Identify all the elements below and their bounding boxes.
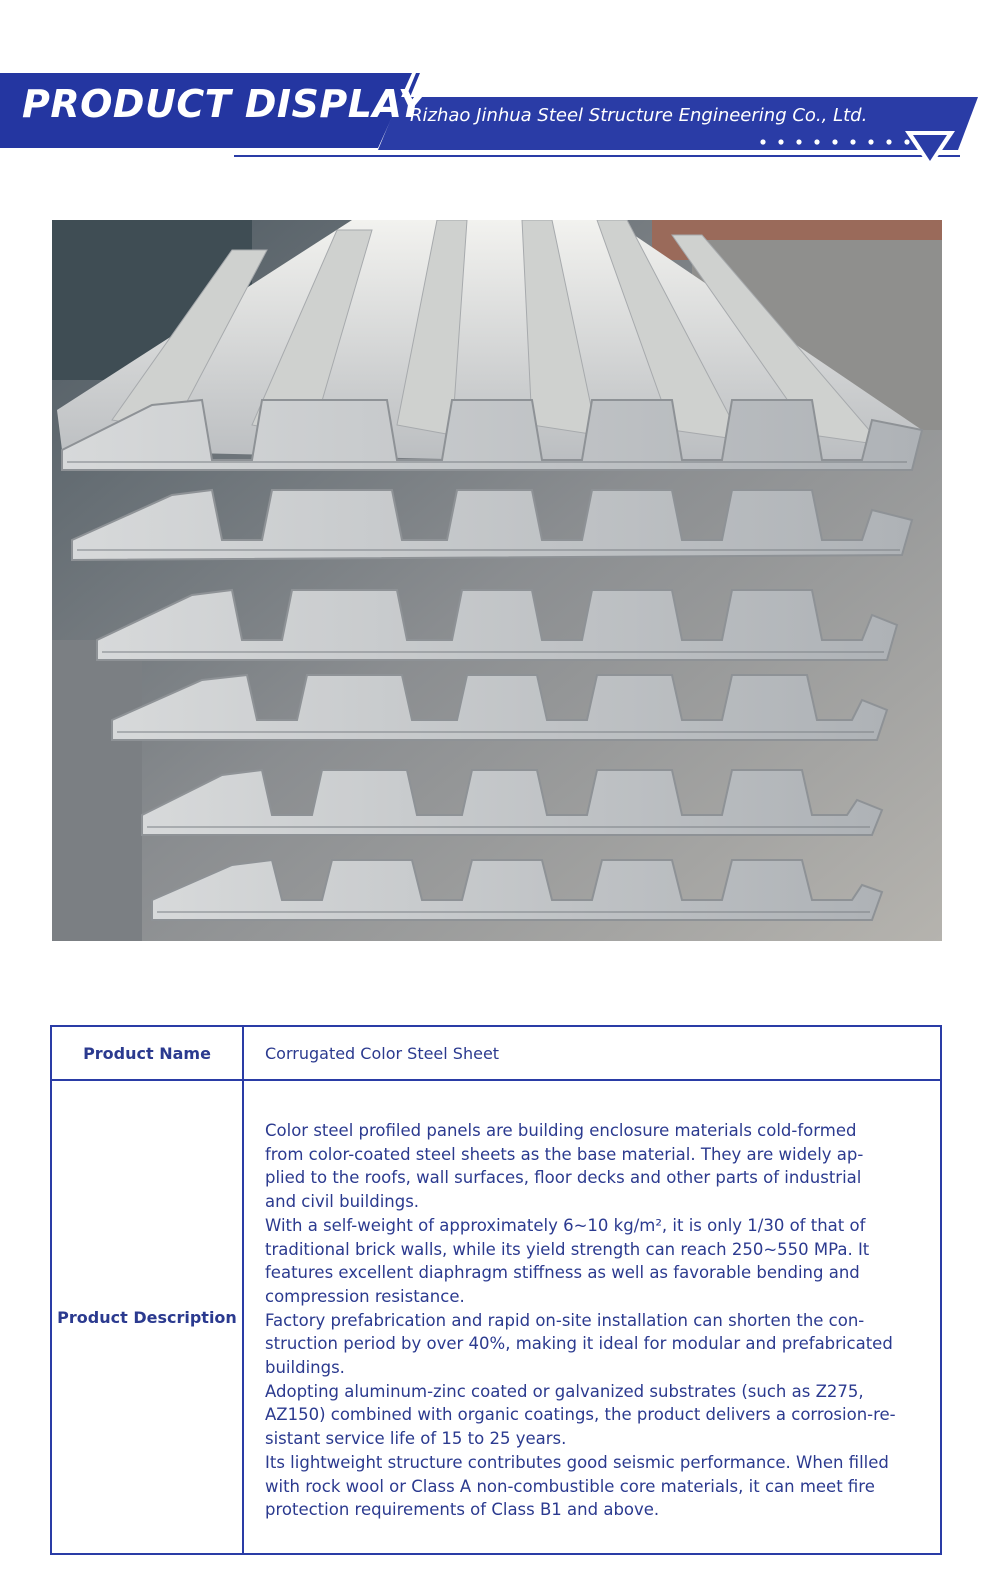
description-line: plied to the roofs, wall surfaces, floor decks and other parts of industrial <box>265 1168 862 1188</box>
value-cell <box>244 1081 940 1553</box>
corrugated-steel-sheet-stacks-icon <box>52 220 942 941</box>
label-cell <box>52 1027 244 1079</box>
description-line: with rock wool or Class A non-combustible core materials, it can meet fire <box>265 1476 875 1496</box>
description-line: from color-coated steel sheets as the base material. They are widely ap- <box>265 1144 864 1164</box>
description-line: protection requirements of Class B1 and above. <box>265 1500 660 1520</box>
description-line: compression resistance. <box>265 1286 465 1306</box>
header-banner <box>0 0 1000 190</box>
company-name: Rizhao Jinhua Steel Structure Engineering Co., Ltd. <box>410 105 868 126</box>
page-title: PRODUCT DISPLAY <box>22 82 427 126</box>
description-line: and civil buildings. <box>265 1192 420 1212</box>
description-line: sistant service life of 15 to 25 years. <box>265 1429 567 1449</box>
product-name-label: Product Name <box>83 1043 211 1063</box>
spec-table <box>50 1025 942 1555</box>
description-line: With a self-weight of approximately 6~10 kg/m², it is only 1/30 of that of <box>265 1215 866 1235</box>
value-cell <box>244 1027 940 1079</box>
description-line: Its lightweight structure contributes good seismic performance. When filled <box>265 1452 889 1472</box>
product-description-label: Product Description <box>57 1307 237 1327</box>
product-photo <box>52 220 942 941</box>
product-name-value: Corrugated Color Steel Sheet <box>265 1044 500 1063</box>
dots-decoration <box>760 139 909 144</box>
description-line: Adopting aluminum-zinc coated or galvanized substrates (such as Z275, <box>265 1381 864 1401</box>
description-line: struction period by over 40%, making it ideal for modular and prefabricated <box>265 1334 893 1354</box>
product-description-text <box>265 1081 928 1522</box>
description-line: Color steel profiled panels are building enclosure materials cold-formed <box>265 1121 857 1140</box>
table-row-product-description <box>52 1081 940 1553</box>
description-line: traditional brick walls, while its yield strength can reach 250~550 MPa. It <box>265 1239 870 1259</box>
table-row-product-name <box>52 1027 940 1081</box>
description-line: Factory prefabrication and rapid on-site installation can shorten the con- <box>265 1310 865 1330</box>
label-cell <box>52 1081 244 1553</box>
description-line: buildings. <box>265 1358 345 1378</box>
description-line: AZ150) combined with organic coatings, the product delivers a corrosion-re- <box>265 1405 896 1425</box>
description-line: features excellent diaphragm stiffness as well as favorable bending and <box>265 1263 860 1283</box>
